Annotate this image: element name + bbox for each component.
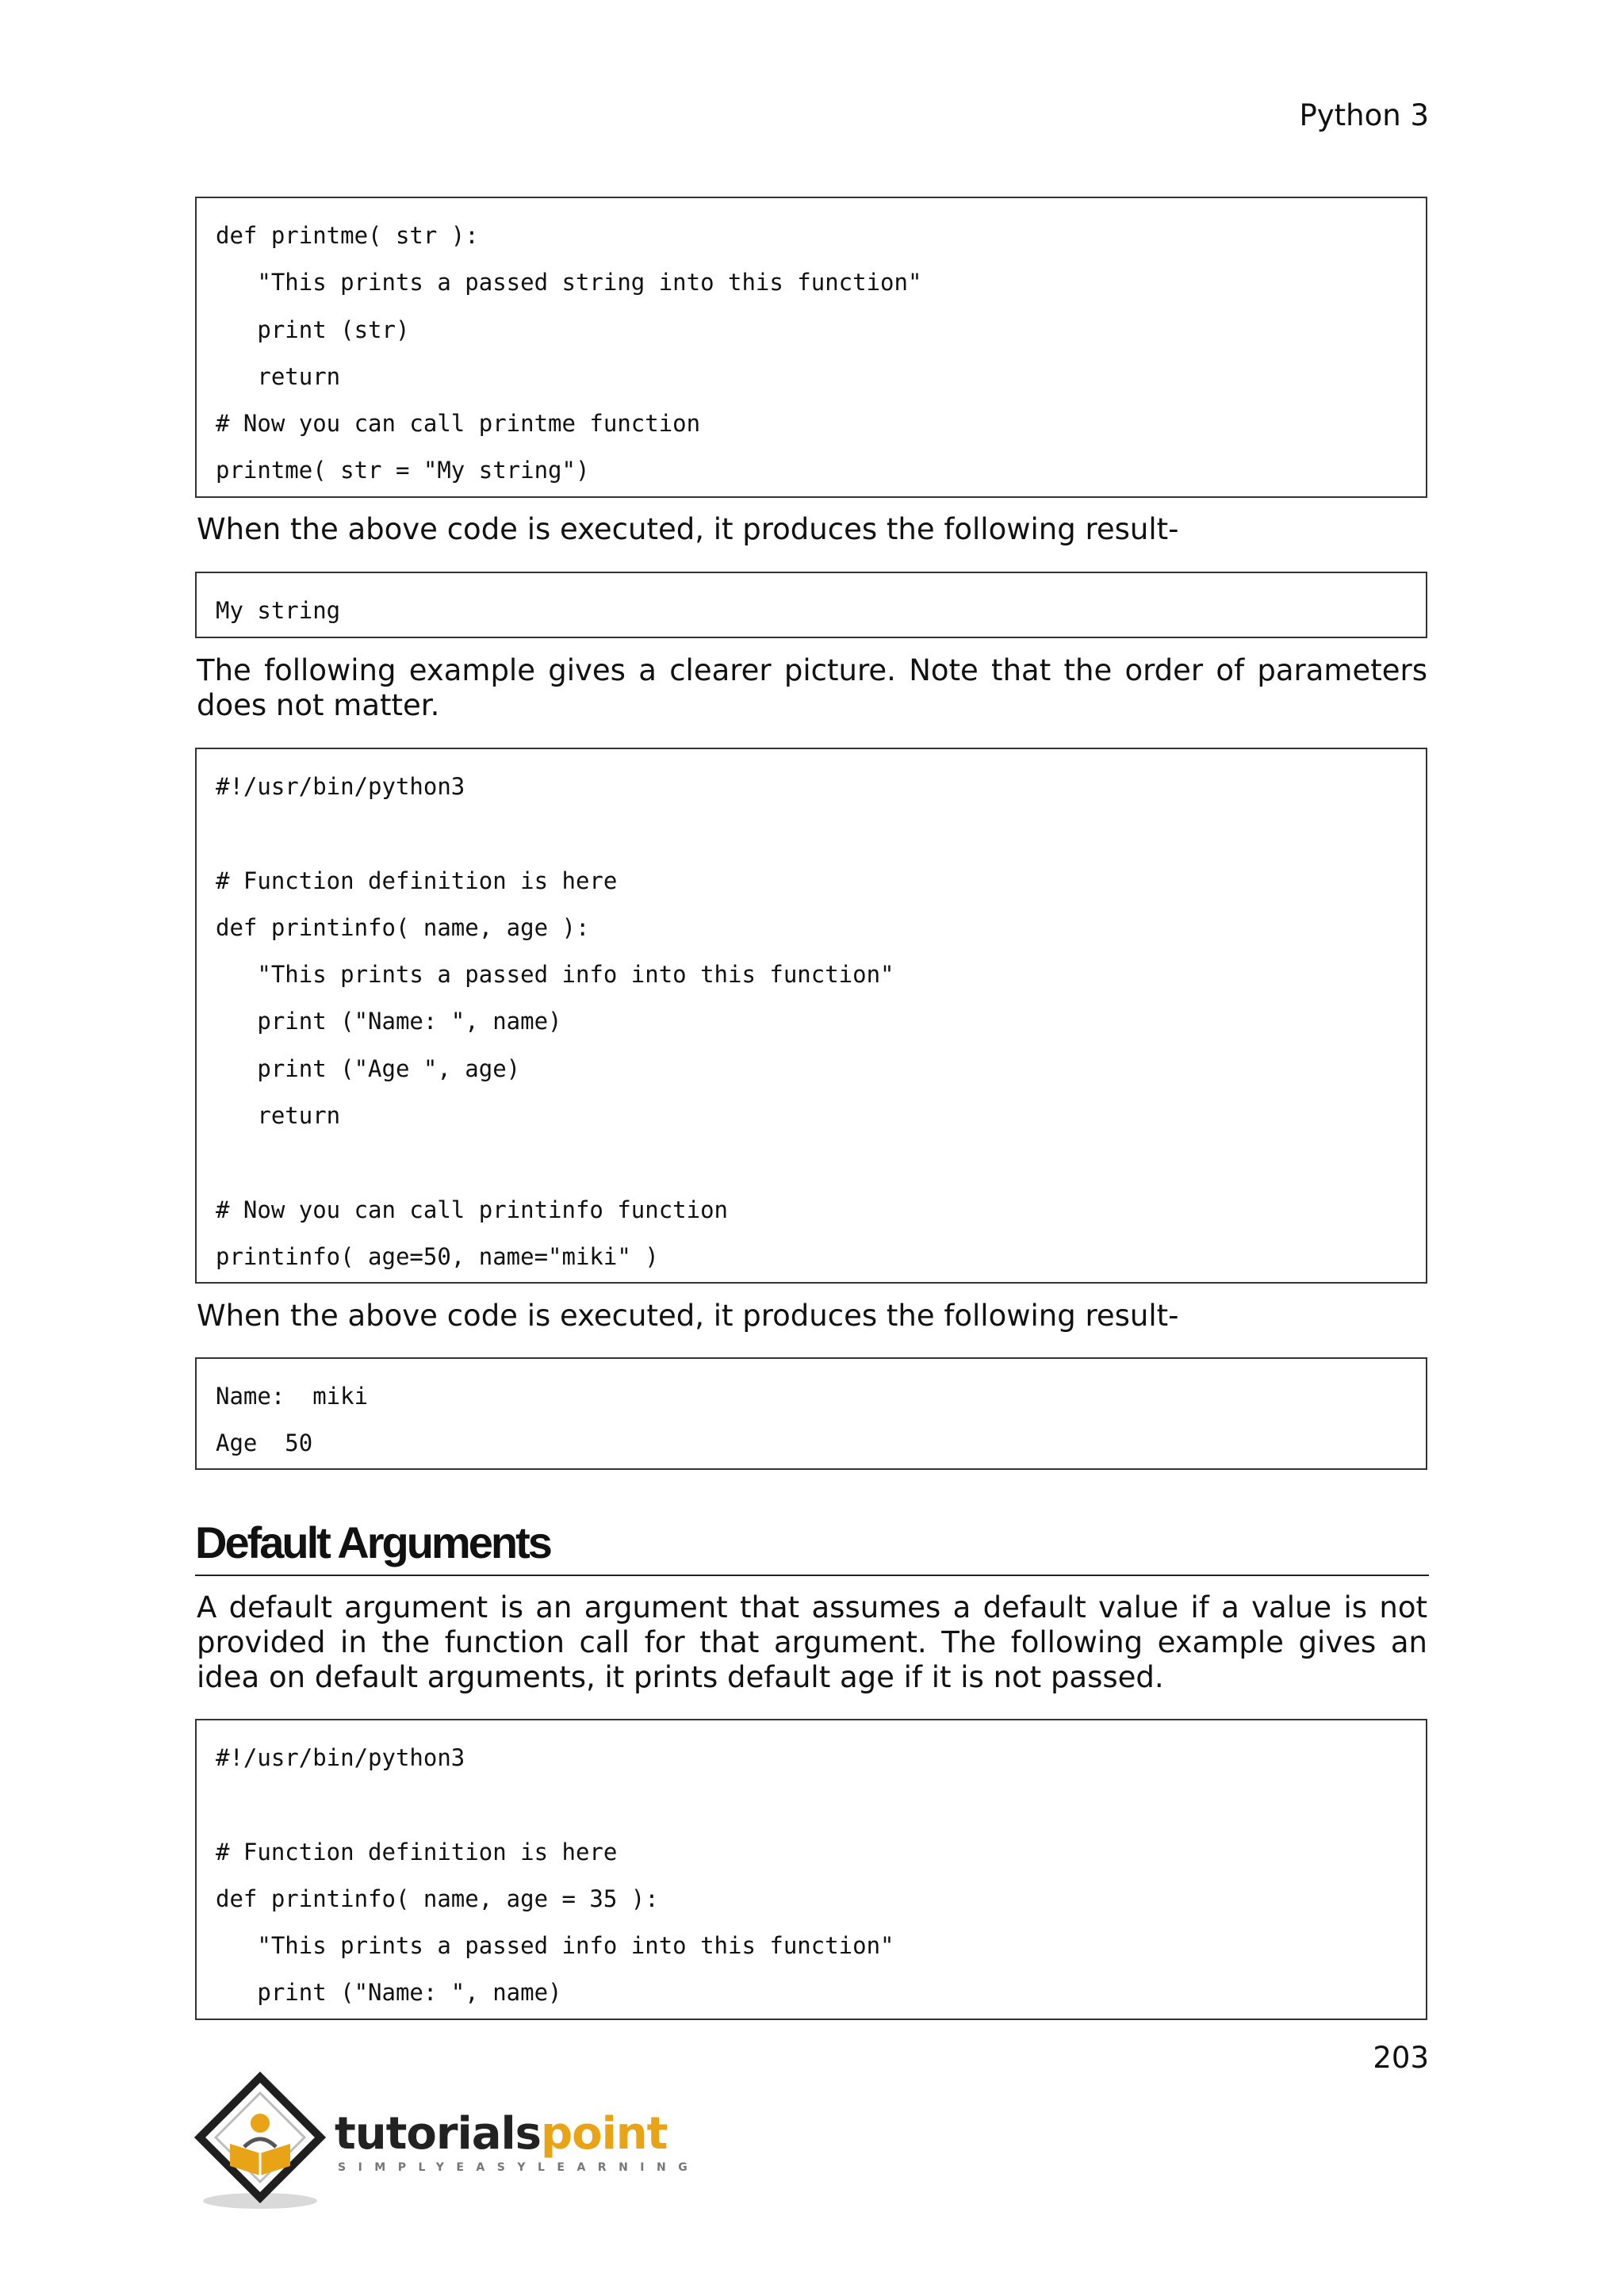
code-line: # Function definition is here <box>216 867 618 894</box>
logo-emblem-icon <box>193 2071 328 2214</box>
code-line: return <box>216 1102 341 1130</box>
paragraph-clearer-example: The following example gives a clearer picture. Note that the order of parameters does not matter. <box>197 653 1427 722</box>
paragraph-default-arguments: A default argument is an argument that assumes a default value if a value is not provided in the function call for that argument. The following example gives an idea on default arguments, it prints default age if it is not passed. <box>197 1590 1427 1694</box>
code-line: printme( str = "My string") <box>216 457 590 484</box>
code-line: My string <box>216 597 341 624</box>
code-line: print ("Age ", age) <box>216 1054 521 1082</box>
code-block-default-args <box>195 1719 1427 2020</box>
code-block-output-2 <box>195 1357 1427 1470</box>
code-block-printinfo <box>195 748 1427 1284</box>
code-block-printme <box>195 197 1427 498</box>
code-line: # Now you can call printme function <box>216 410 701 438</box>
code-line: # Now you can call printinfo function <box>216 1196 729 1223</box>
paragraph-result-1: When the above code is executed, it produces the following result- <box>197 512 1179 546</box>
logo-wordmark: tutorialspoint <box>335 2108 668 2160</box>
code-line: "This prints a passed info into this function" <box>216 1932 894 1960</box>
code-line: print ("Name: ", name) <box>216 1979 562 2007</box>
code-line: return <box>216 362 341 390</box>
code-line: Age 50 <box>216 1429 313 1457</box>
logo-tagline: SIMPLYEASYLEARNING <box>338 2161 700 2174</box>
code-line: # Function definition is here <box>216 1838 618 1866</box>
code-line: printinfo( age=50, name="miki" ) <box>216 1242 659 1270</box>
paragraph-result-2: When the above code is executed, it produces the following result- <box>197 1299 1179 1333</box>
code-line <box>216 1781 1426 1828</box>
page-header: Python 3 <box>1299 98 1429 132</box>
code-line: def printme( str ): <box>216 222 479 249</box>
code-line: print (str) <box>216 316 410 343</box>
code-block-output-1 <box>195 572 1427 638</box>
page-number: 203 <box>1373 2041 1429 2075</box>
tutorialspoint-logo <box>193 2071 700 2214</box>
code-line: def printinfo( name, age ): <box>216 913 590 941</box>
code-line: Name: miki <box>216 1383 369 1410</box>
code-line <box>216 810 1426 857</box>
code-line: #!/usr/bin/python3 <box>216 1744 465 1771</box>
section-heading: Default Arguments <box>195 1511 1429 1576</box>
code-line: print ("Name: ", name) <box>216 1008 562 1035</box>
code-line: #!/usr/bin/python3 <box>216 773 465 800</box>
code-line: "This prints a passed info into this function" <box>216 961 894 989</box>
code-line: "This prints a passed string into this function" <box>216 269 922 297</box>
code-line <box>216 1139 1426 1186</box>
code-line: def printinfo( name, age = 35 ): <box>216 1885 659 1912</box>
